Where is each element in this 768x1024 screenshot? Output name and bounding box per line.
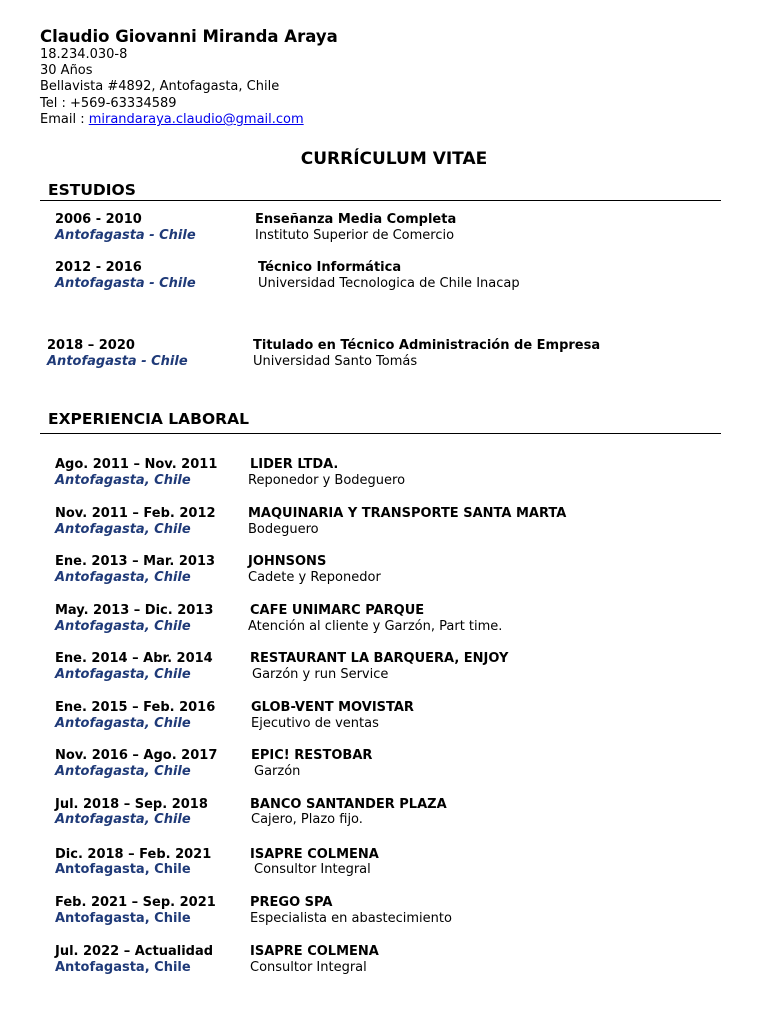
job-period: Ene. 2015 – Feb. 2016	[55, 700, 216, 715]
job-period: Nov. 2016 – Ago. 2017	[55, 748, 218, 763]
study-institution: Universidad Santo Tomás	[253, 354, 418, 369]
job-role: Cadete y Reponedor	[248, 570, 381, 585]
study-degree: Técnico Informática	[258, 260, 402, 275]
job-location: Antofagasta, Chile	[55, 570, 191, 585]
job-company: EPIC! RESTOBAR	[251, 748, 373, 763]
candidate-name: Claudio Giovanni Miranda Araya	[40, 27, 338, 46]
job-company: CAFE UNIMARC PARQUE	[250, 603, 425, 618]
document-title: CURRÍCULUM VITAE	[300, 149, 488, 169]
study-period: 2018 – 2020	[47, 338, 135, 353]
job-location: Antofagasta, Chile	[55, 522, 191, 537]
job-period: Jul. 2018 – Sep. 2018	[55, 797, 208, 812]
job-company: RESTAURANT LA BARQUERA, ENJOY	[250, 651, 509, 666]
job-company: LIDER LTDA.	[250, 457, 339, 472]
study-location: Antofagasta - Chile	[55, 276, 196, 291]
rut: 18.234.030-8	[40, 47, 128, 62]
job-company: PREGO SPA	[250, 895, 333, 910]
job-location: Antofagasta, Chile	[55, 667, 191, 682]
experience-divider	[40, 433, 721, 434]
job-period: May. 2013 – Dic. 2013	[55, 603, 214, 618]
email-line	[40, 112, 304, 128]
study-location: Antofagasta - Chile	[55, 228, 196, 243]
job-period: Ago. 2011 – Nov. 2011	[55, 457, 218, 472]
job-role: Ejecutivo de ventas	[251, 716, 379, 731]
job-period: Ene. 2013 – Mar. 2013	[55, 554, 216, 569]
job-company: GLOB-VENT MOVISTAR	[251, 700, 414, 715]
job-location: Antofagasta, Chile	[55, 862, 191, 877]
job-role: Cajero, Plazo fijo.	[251, 812, 363, 827]
job-location: Antofagasta, Chile	[55, 960, 191, 975]
experience-heading: EXPERIENCIA LABORAL	[48, 410, 249, 428]
phone: Tel : +569-63334589	[40, 96, 177, 111]
studies-heading: ESTUDIOS	[48, 181, 136, 199]
job-company: MAQUINARIA Y TRANSPORTE SANTA MARTA	[248, 506, 567, 521]
study-degree: Titulado en Técnico Administración de Empresa	[253, 338, 601, 353]
job-role: Garzón y run Service	[252, 667, 389, 682]
job-period: Nov. 2011 – Feb. 2012	[55, 506, 216, 521]
job-role: Consultor Integral	[254, 862, 371, 877]
studies-divider	[40, 200, 721, 201]
job-role: Bodeguero	[248, 522, 319, 537]
email-link[interactable]: mirandaraya.claudio@gmail.com	[88, 112, 304, 127]
job-company: ISAPRE COLMENA	[250, 847, 379, 862]
job-company: JOHNSONS	[248, 554, 327, 569]
study-degree: Enseñanza Media Completa	[255, 212, 457, 227]
job-period: Jul. 2022 – Actualidad	[55, 944, 214, 959]
job-role: Especialista en abastecimiento	[250, 911, 452, 926]
age: 30 Años	[40, 63, 93, 78]
job-role: Reponedor y Bodeguero	[248, 473, 406, 488]
email-label: Email :	[40, 112, 89, 127]
job-period: Ene. 2014 – Abr. 2014	[55, 651, 213, 666]
study-period: 2012 - 2016	[55, 260, 142, 275]
job-location: Antofagasta, Chile	[55, 473, 191, 488]
job-company: ISAPRE COLMENA	[250, 944, 379, 959]
job-location: Antofagasta, Chile	[55, 716, 191, 731]
job-role: Consultor Integral	[250, 960, 367, 975]
job-period: Dic. 2018 – Feb. 2021	[55, 847, 212, 862]
job-period: Feb. 2021 – Sep. 2021	[55, 895, 216, 910]
job-role: Garzón	[254, 764, 301, 779]
study-period: 2006 - 2010	[55, 212, 142, 227]
job-location: Antofagasta, Chile	[55, 764, 191, 779]
study-location: Antofagasta - Chile	[47, 354, 188, 369]
job-location: Antofagasta, Chile	[55, 619, 191, 634]
job-location: Antofagasta, Chile	[55, 911, 191, 926]
study-institution: Universidad Tecnologica de Chile Inacap	[258, 276, 520, 291]
job-location: Antofagasta, Chile	[55, 812, 191, 827]
job-company: BANCO SANTANDER PLAZA	[250, 797, 447, 812]
job-role: Atención al cliente y Garzón, Part time.	[248, 619, 503, 634]
address: Bellavista #4892, Antofagasta, Chile	[40, 79, 280, 94]
study-institution: Instituto Superior de Comercio	[255, 228, 455, 243]
